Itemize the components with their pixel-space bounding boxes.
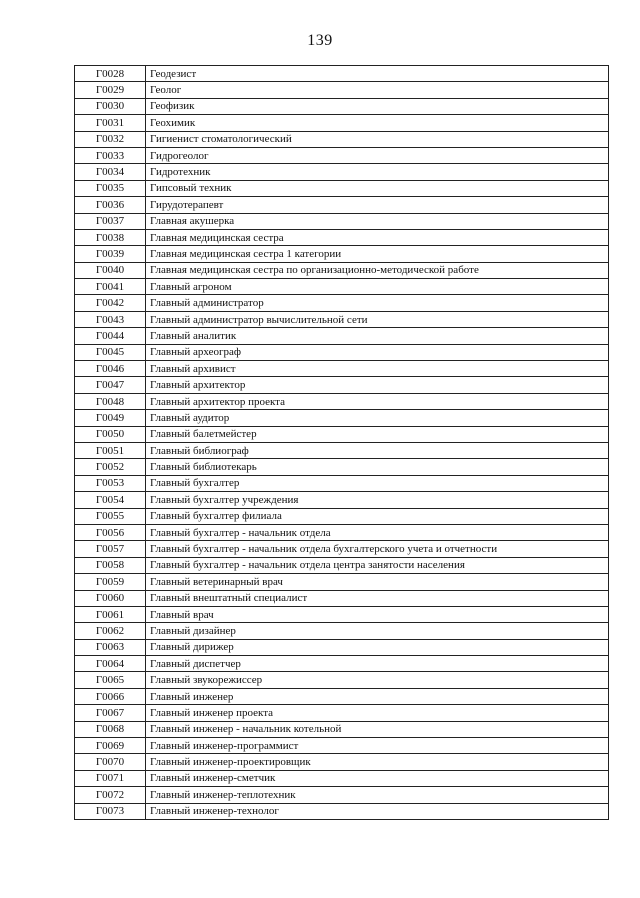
- occupation-code: Г0051: [75, 442, 146, 458]
- occupation-title: Главный дирижер: [146, 639, 609, 655]
- occupation-title: Гидротехник: [146, 164, 609, 180]
- table-row: [75, 262, 609, 278]
- occupation-code: Г0032: [75, 131, 146, 147]
- table-row: [75, 279, 609, 295]
- occupation-code: Г0061: [75, 606, 146, 622]
- table-row: [75, 738, 609, 754]
- occupation-code: Г0046: [75, 361, 146, 377]
- occupation-code: Г0038: [75, 229, 146, 245]
- occupation-title: Главный инженер: [146, 688, 609, 704]
- table-row: [75, 197, 609, 213]
- occupation-code: Г0067: [75, 705, 146, 721]
- occupation-title: Главная медицинская сестра: [146, 229, 609, 245]
- table-row: [75, 82, 609, 98]
- occupation-title: Главный инженер-сметчик: [146, 770, 609, 786]
- occupation-title: Главный бухгалтер учреждения: [146, 492, 609, 508]
- occupation-title: Геолог: [146, 82, 609, 98]
- table-row: [75, 229, 609, 245]
- occupation-code: Г0045: [75, 344, 146, 360]
- occupation-title: Главный балетмейстер: [146, 426, 609, 442]
- table-row: [75, 541, 609, 557]
- occupation-title: Главный инженер-технолог: [146, 803, 609, 819]
- occupation-title: Главный архитектор проекта: [146, 393, 609, 409]
- occupation-title: Гирудотерапевт: [146, 197, 609, 213]
- occupation-title: Главный архитектор: [146, 377, 609, 393]
- occupation-code: Г0063: [75, 639, 146, 655]
- table-row: [75, 426, 609, 442]
- occupation-code: Г0073: [75, 803, 146, 819]
- occupation-title: Геохимик: [146, 115, 609, 131]
- table-row: [75, 66, 609, 82]
- table-row: [75, 475, 609, 491]
- table-row: [75, 754, 609, 770]
- occupation-code: Г0072: [75, 787, 146, 803]
- occupation-title: Главный бухгалтер филиала: [146, 508, 609, 524]
- occupation-title: Главный аудитор: [146, 410, 609, 426]
- occupation-title: Главный инженер - начальник котельной: [146, 721, 609, 737]
- occupation-title: Главный бухгалтер - начальник отдела бухгалтерского учета и отчетности: [146, 541, 609, 557]
- occupation-title: Главный дизайнер: [146, 623, 609, 639]
- occupation-code: Г0059: [75, 574, 146, 590]
- occupation-code: Г0054: [75, 492, 146, 508]
- occupation-title: Гигиенист стоматологический: [146, 131, 609, 147]
- table-row: [75, 361, 609, 377]
- table-row: [75, 213, 609, 229]
- occupation-title: Главный звукорежиссер: [146, 672, 609, 688]
- occupation-code: Г0048: [75, 393, 146, 409]
- occupation-title: Главный врач: [146, 606, 609, 622]
- table-row: [75, 492, 609, 508]
- occupation-title: Геодезист: [146, 66, 609, 82]
- table-row: [75, 590, 609, 606]
- occupation-code: Г0035: [75, 180, 146, 196]
- occupation-code: Г0069: [75, 738, 146, 754]
- occupation-title: Главная медицинская сестра по организационно-методической работе: [146, 262, 609, 278]
- table-row: [75, 147, 609, 163]
- occupation-code: Г0062: [75, 623, 146, 639]
- occupation-title: Главный администратор вычислительной сети: [146, 311, 609, 327]
- table-row: [75, 803, 609, 819]
- occupation-code: Г0042: [75, 295, 146, 311]
- occupation-title: Главный библиотекарь: [146, 459, 609, 475]
- occupation-title: Главный археограф: [146, 344, 609, 360]
- table-row: [75, 311, 609, 327]
- occupation-code: Г0030: [75, 98, 146, 114]
- occupation-code: Г0053: [75, 475, 146, 491]
- table-body: [75, 66, 609, 820]
- occupation-title: Главный бухгалтер - начальник отдела: [146, 524, 609, 540]
- occupation-code: Г0041: [75, 279, 146, 295]
- occupation-code: Г0047: [75, 377, 146, 393]
- occupation-code: Г0070: [75, 754, 146, 770]
- table-row: [75, 344, 609, 360]
- occupation-title: Главный библиограф: [146, 442, 609, 458]
- occupation-code: Г0057: [75, 541, 146, 557]
- occupation-code: Г0066: [75, 688, 146, 704]
- table-row: [75, 524, 609, 540]
- table-row: [75, 295, 609, 311]
- table-row: [75, 246, 609, 262]
- occupation-title: Главный архивист: [146, 361, 609, 377]
- occupation-code: Г0068: [75, 721, 146, 737]
- occupation-code: Г0065: [75, 672, 146, 688]
- occupation-title: Главный диспетчер: [146, 656, 609, 672]
- table-row: [75, 770, 609, 786]
- occupation-title: Главный агроном: [146, 279, 609, 295]
- occupation-code: Г0049: [75, 410, 146, 426]
- occupation-title: Главный администратор: [146, 295, 609, 311]
- table-row: [75, 393, 609, 409]
- occupation-title: Главный ветеринарный врач: [146, 574, 609, 590]
- occupation-code: Г0043: [75, 311, 146, 327]
- occupation-code: Г0029: [75, 82, 146, 98]
- page-number: 139: [307, 32, 333, 49]
- table-row: [75, 180, 609, 196]
- occupation-title: Главная медицинская сестра 1 категории: [146, 246, 609, 262]
- table-row: [75, 688, 609, 704]
- occupation-code-table: [74, 65, 609, 820]
- occupation-title: Геофизик: [146, 98, 609, 114]
- occupation-code: Г0034: [75, 164, 146, 180]
- table-row: [75, 606, 609, 622]
- occupation-code: Г0064: [75, 656, 146, 672]
- occupation-code: Г0033: [75, 147, 146, 163]
- occupation-code: Г0037: [75, 213, 146, 229]
- occupation-title: Главный инженер-теплотехник: [146, 787, 609, 803]
- occupation-title: Главный инженер проекта: [146, 705, 609, 721]
- occupation-code: Г0058: [75, 557, 146, 573]
- occupation-code: Г0028: [75, 66, 146, 82]
- table-row: [75, 623, 609, 639]
- occupation-code: Г0050: [75, 426, 146, 442]
- occupation-title: Гидрогеолог: [146, 147, 609, 163]
- occupation-code: Г0055: [75, 508, 146, 524]
- occupation-code: Г0040: [75, 262, 146, 278]
- table-row: [75, 672, 609, 688]
- table-row: [75, 705, 609, 721]
- table-row: [75, 98, 609, 114]
- occupation-title: Главный инженер-программист: [146, 738, 609, 754]
- occupation-title: Главный аналитик: [146, 328, 609, 344]
- occupation-code: Г0071: [75, 770, 146, 786]
- table-row: [75, 442, 609, 458]
- table-row: [75, 574, 609, 590]
- table-row: [75, 459, 609, 475]
- table-row: [75, 721, 609, 737]
- occupation-title: Гипсовый техник: [146, 180, 609, 196]
- occupation-title: Главная акушерка: [146, 213, 609, 229]
- table-row: [75, 508, 609, 524]
- table-row: [75, 328, 609, 344]
- table-row: [75, 656, 609, 672]
- occupation-title: Главный бухгалтер - начальник отдела центра занятости населения: [146, 557, 609, 573]
- table-row: [75, 377, 609, 393]
- occupation-code: Г0036: [75, 197, 146, 213]
- occupation-code: Г0044: [75, 328, 146, 344]
- table-row: [75, 787, 609, 803]
- occupation-code: Г0060: [75, 590, 146, 606]
- table-row: [75, 115, 609, 131]
- occupation-title: Главный внештатный специалист: [146, 590, 609, 606]
- table-row: [75, 410, 609, 426]
- occupation-code: Г0056: [75, 524, 146, 540]
- occupation-title: Главный инженер-проектировщик: [146, 754, 609, 770]
- table-row: [75, 131, 609, 147]
- occupation-code: Г0039: [75, 246, 146, 262]
- table-row: [75, 557, 609, 573]
- table-row: [75, 639, 609, 655]
- occupation-code: Г0052: [75, 459, 146, 475]
- table-row: [75, 164, 609, 180]
- occupation-code: Г0031: [75, 115, 146, 131]
- occupation-title: Главный бухгалтер: [146, 475, 609, 491]
